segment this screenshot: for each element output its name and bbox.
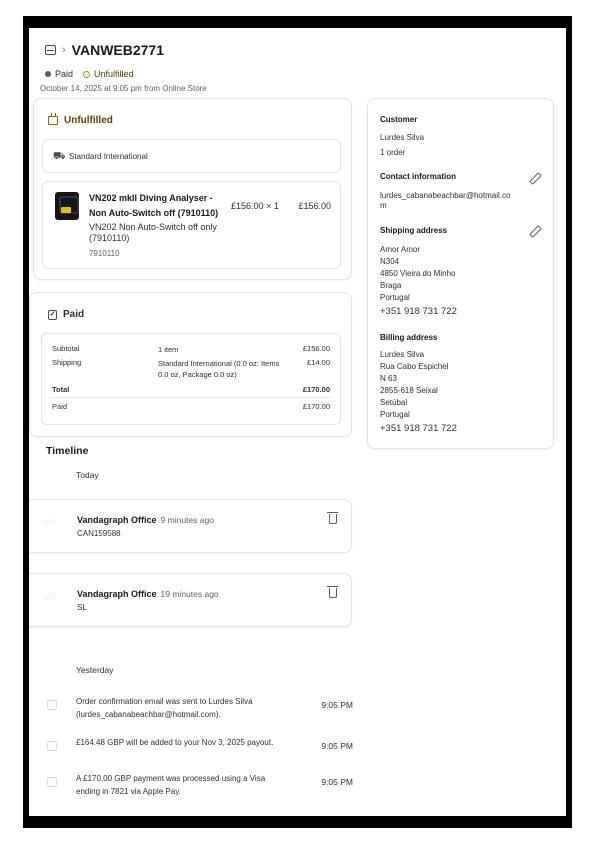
line-total: £156.00 — [298, 201, 331, 211]
customer-name[interactable]: Lurdes Silva — [380, 133, 425, 142]
fulfillment-title: Unfulfilled — [48, 115, 113, 126]
truck-icon: ⛟ — [53, 151, 66, 162]
billing-phone[interactable]: +351 918 731 722 — [380, 423, 457, 434]
event-text: £164.48 GBP will be added to your Nov 3, 2025 payout. — [76, 738, 274, 747]
event-text: A £170.00 GBP payment was processed using a Visa ending in 7821 via Apple Pay. — [76, 774, 266, 796]
event-text: Order confirmation email was sent to Lurdes Silva (lurdes_cabanabeachbar@hotmail.com). — [76, 697, 253, 719]
package-icon — [48, 116, 58, 125]
timeline-comment — [29, 573, 352, 627]
open-dot-icon — [83, 71, 90, 78]
line-item — [42, 181, 341, 269]
product-name[interactable]: VN202 mkII Diving Analyser - Non Auto-Switch off (7910110) — [89, 193, 219, 218]
event-time: 9:05 PM — [321, 777, 353, 787]
timeline-title: Timeline — [46, 445, 89, 457]
billing-address-heading: Billing address — [380, 333, 438, 342]
page-header — [45, 42, 164, 58]
product-variant: VN202 Non Auto-Switch off only (7910110) — [89, 222, 217, 243]
filled-dot-icon — [45, 71, 51, 77]
product-sku: 7910110 — [89, 249, 120, 258]
status-badges — [45, 69, 134, 79]
event-marker-icon — [47, 700, 57, 710]
fulfillment-status-badge: Unfulfilled — [83, 69, 134, 79]
contact-email[interactable]: lurdes_cabanabeachbar@hotmail.co m — [380, 191, 511, 210]
divider — [50, 397, 332, 398]
customer-heading: Customer — [380, 115, 418, 124]
edit-shipping-address-icon[interactable] — [529, 226, 539, 236]
payment-status-badge: Paid — [45, 69, 73, 79]
event-marker-icon — [47, 777, 57, 787]
shipping-method: Standard International — [69, 152, 148, 161]
order-page — [29, 28, 566, 816]
trash-icon[interactable] — [329, 514, 337, 524]
order-number: VANWEB2771 — [71, 42, 164, 58]
shipping-address-heading: Shipping address — [380, 226, 448, 235]
payment-title: ✓ Paid — [49, 309, 85, 320]
comment-author: Vandagraph Office 9 minutes ago — [77, 515, 214, 525]
avatar: VO — [43, 592, 57, 602]
comment-text: SL — [77, 603, 87, 612]
event-time: 9:05 PM — [321, 700, 353, 710]
checkbox-checked-icon: ✓ — [49, 310, 56, 318]
customer-card — [367, 98, 554, 449]
product-thumbnail[interactable] — [55, 192, 79, 220]
timeline-day-label: Yesterday — [76, 665, 114, 675]
comment-text: CAN159588 — [77, 529, 121, 538]
payment-card — [29, 292, 352, 437]
shipping-address: Amor Amor N304 4850 Vieira do Minho Braga Portugal — [380, 245, 456, 302]
fulfillment-card — [33, 98, 352, 280]
order-date: October 14, 2025 at 9:05 pm from Online Store — [40, 84, 207, 93]
comment-author: Vandagraph Office 19 minutes ago — [77, 589, 219, 599]
unit-price-quantity: £156.00 × 1 — [231, 201, 279, 211]
chevron-right-icon: › — [62, 44, 66, 56]
timeline-comment — [29, 499, 352, 553]
event-marker-icon — [47, 741, 57, 751]
avatar: VO — [43, 518, 57, 528]
edit-contact-icon[interactable] — [529, 173, 539, 183]
timeline-day-label: Today — [76, 470, 99, 480]
trash-icon[interactable] — [329, 588, 337, 598]
contact-heading: Contact information — [380, 172, 456, 181]
customer-orders[interactable]: 1 order — [380, 148, 406, 157]
payment-summary: Subtotal 1 item £156.00 Shipping Standard International (0.0 oz: Items 0.0 oz, Package 0.0 oz) £14.00 Total £170.00 Paid £170.00 — [41, 333, 341, 425]
orders-icon[interactable] — [45, 45, 56, 55]
shipping-method-box — [42, 139, 341, 173]
billing-address: Lurdes Silva Rua Cabo Espichel N 63 2855-618 Seixal Setúbal Portugal — [380, 350, 449, 419]
event-time: 9:05 PM — [321, 741, 353, 751]
shipping-phone[interactable]: +351 918 731 722 — [380, 306, 457, 317]
